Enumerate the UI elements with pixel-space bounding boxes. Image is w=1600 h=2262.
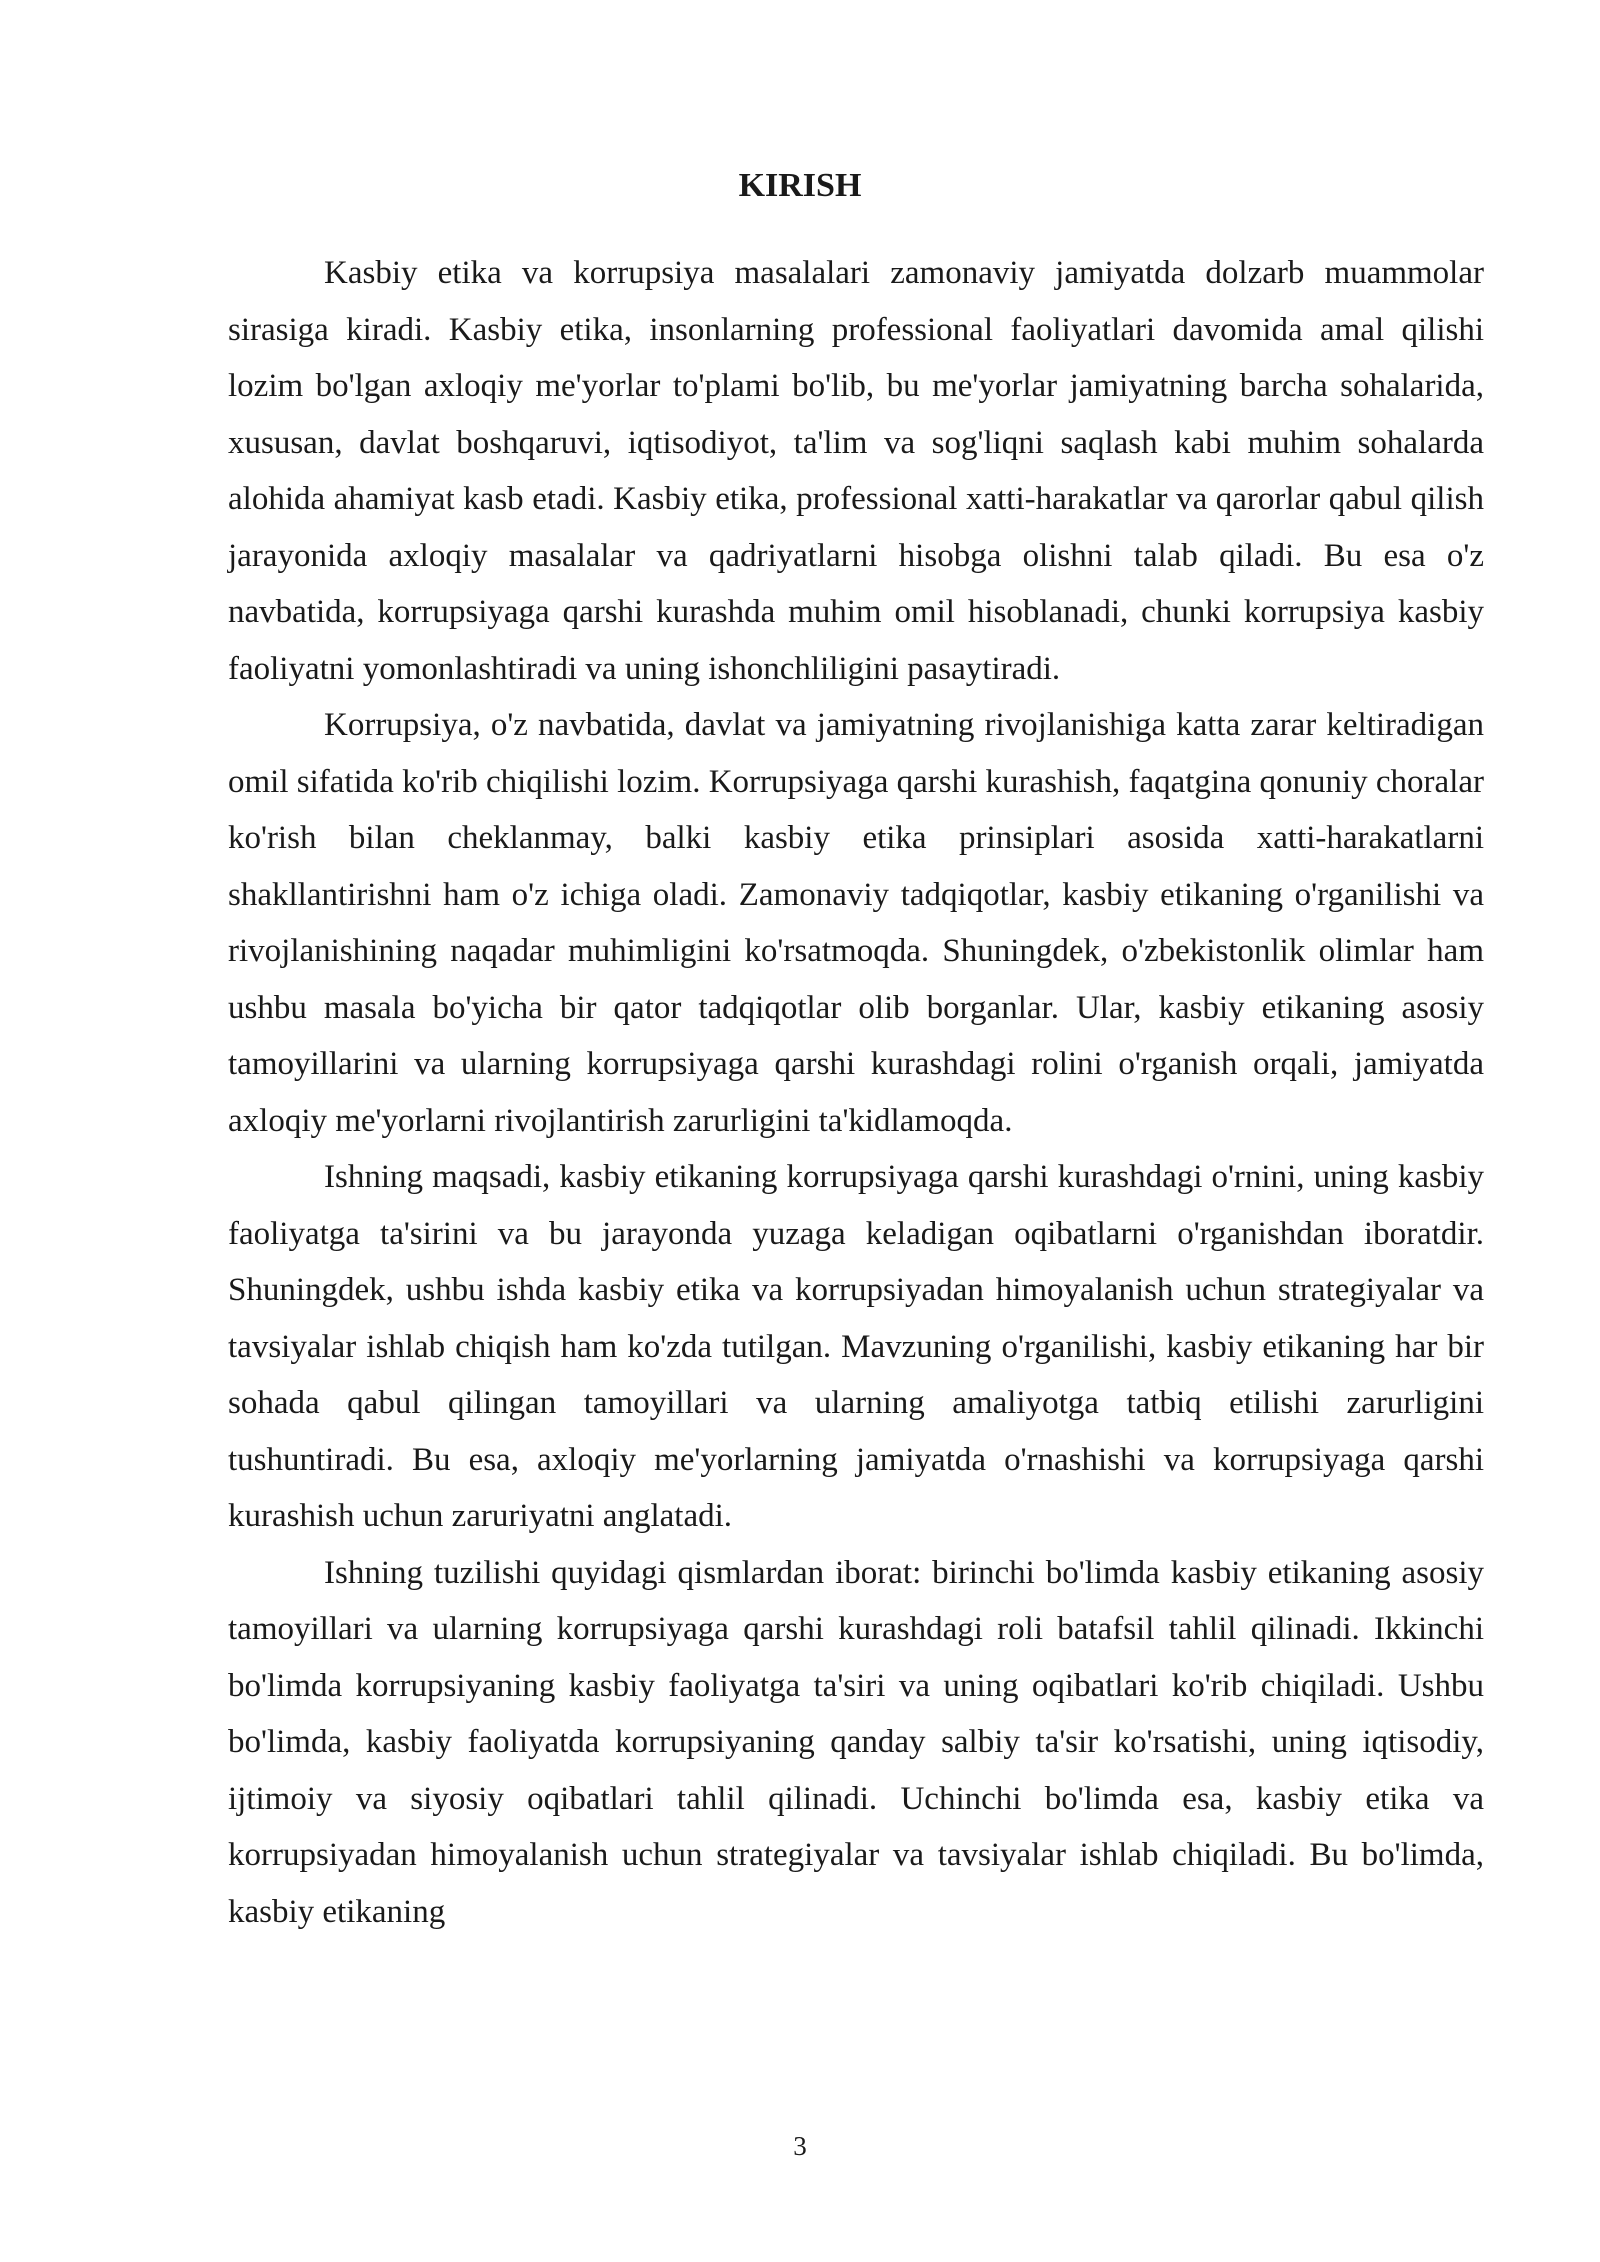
section-heading: KIRISH [738,167,862,204]
paragraph-3: Ishning maqsadi, kasbiy etikaning korrupsiyaga qarshi kurashdagi o'rnini, uning kasbiy faoliyatga ta'sirini va bu jarayonda yuzaga keladigan oqibatlarni o'rganishdan iboratdir. Shuningdek, ushbu ishda kasbiy etika va korrupsiyadan himoyalanish uchun strategiyalar va tavsiyalar ishlab chiqish ham ko'zda tutilgan. Mavzuning o'rganilishi, kasbiy etikaning har bir sohada qabul qilingan tamoyillari va ularning amaliyotga tatbiq etilishi zarurligini tushuntiradi. Bu esa, axloqiy me'yorlarning jamiyatda o'rnashishi va korrupsiyaga qarshi kurashish uchun zaruriyatni anglatadi. [228,1159,1484,1534]
paragraph-4: Ishning tuzilishi quyidagi qismlardan iborat: birinchi bo'limda kasbiy etikaning asosiy tamoyillari va ularning korrupsiyaga qarshi kurashdagi roli batafsil tahlil qilinadi. Ikkinchi bo'limda korrupsiyaning kasbiy faoliyatga ta'siri va uning oqibatlari ko'rib chiqiladi. Ushbu bo'limda, kasbiy faoliyatda korrupsiyaning qanday salbiy ta'sir ko'rsatishi, uning iqtisodiy, ijtimoiy va siyosiy oqibatlari tahlil qilinadi. Uchinchi bo'limda esa, kasbiy etika va korrupsiyadan himoyalanish uchun strategiyalar va tavsiyalar ishlab chiqiladi. Bu bo'limda, kasbiy etikaning [228,1554,1484,1930]
paragraph-2: Korrupsiya, o'z navbatida, davlat va jamiyatning rivojlanishiga katta zarar keltiradigan omil sifatida ko'rib chiqilishi lozim. Korrupsiyaga qarshi kurashish, faqatgina qonuniy choralar ko'rish bilan cheklanmay, balki kasbiy etika prinsiplari asosida xatti-harakatlarni shakllantirishni ham o'z ichiga oladi. Zamonaviy tadqiqotlar, kasbiy etikaning o'rganilishi va rivojlanishining naqadar muhimligini ko'rsatmoqda. Shuningdek, o'zbekistonlik olimlar ham ushbu masala bo'yicha bir qator tadqiqotlar olib borganlar. Ular, kasbiy etikaning asosiy tamoyillarini va ularning korrupsiyaga qarshi kurashdagi rolini o'rganish orqali, jamiyatda axloqiy me'yorlarni rivojlantirish zarurligini ta'kidlamoqda. [228,707,1484,1139]
paragraph-1: Kasbiy etika va korrupsiya masalalari zamonaviy jamiyatda dolzarb muammolar sirasiga kiradi. Kasbiy etika, insonlarning professional faoliyatlari davomida amal qilishi lozim bo'lgan axloqiy me'yorlar to'plami bo'lib, bu me'yorlar jamiyatning barcha sohalarida, xususan, davlat boshqaruvi, iqtisodiyot, ta'lim va sog'liqni saqlash kabi muhim sohalarda alohida ahamiyat kasb etadi. Kasbiy etika, professional xatti-harakatlar va qarorlar qabul qilish jarayonida axloqiy masalalar va qadriyatlarni hisobga olishni talab qiladi. Bu esa o'z navbatida, korrupsiyaga qarshi kurashda muhim omil hisoblanadi, chunki korrupsiya kasbiy faoliyatni yomonlashtiradi va uning ishonchliligini pasaytiradi. [228,255,1484,687]
page-number: 3 [793,2131,807,2161]
body-text [228,245,1484,1940]
